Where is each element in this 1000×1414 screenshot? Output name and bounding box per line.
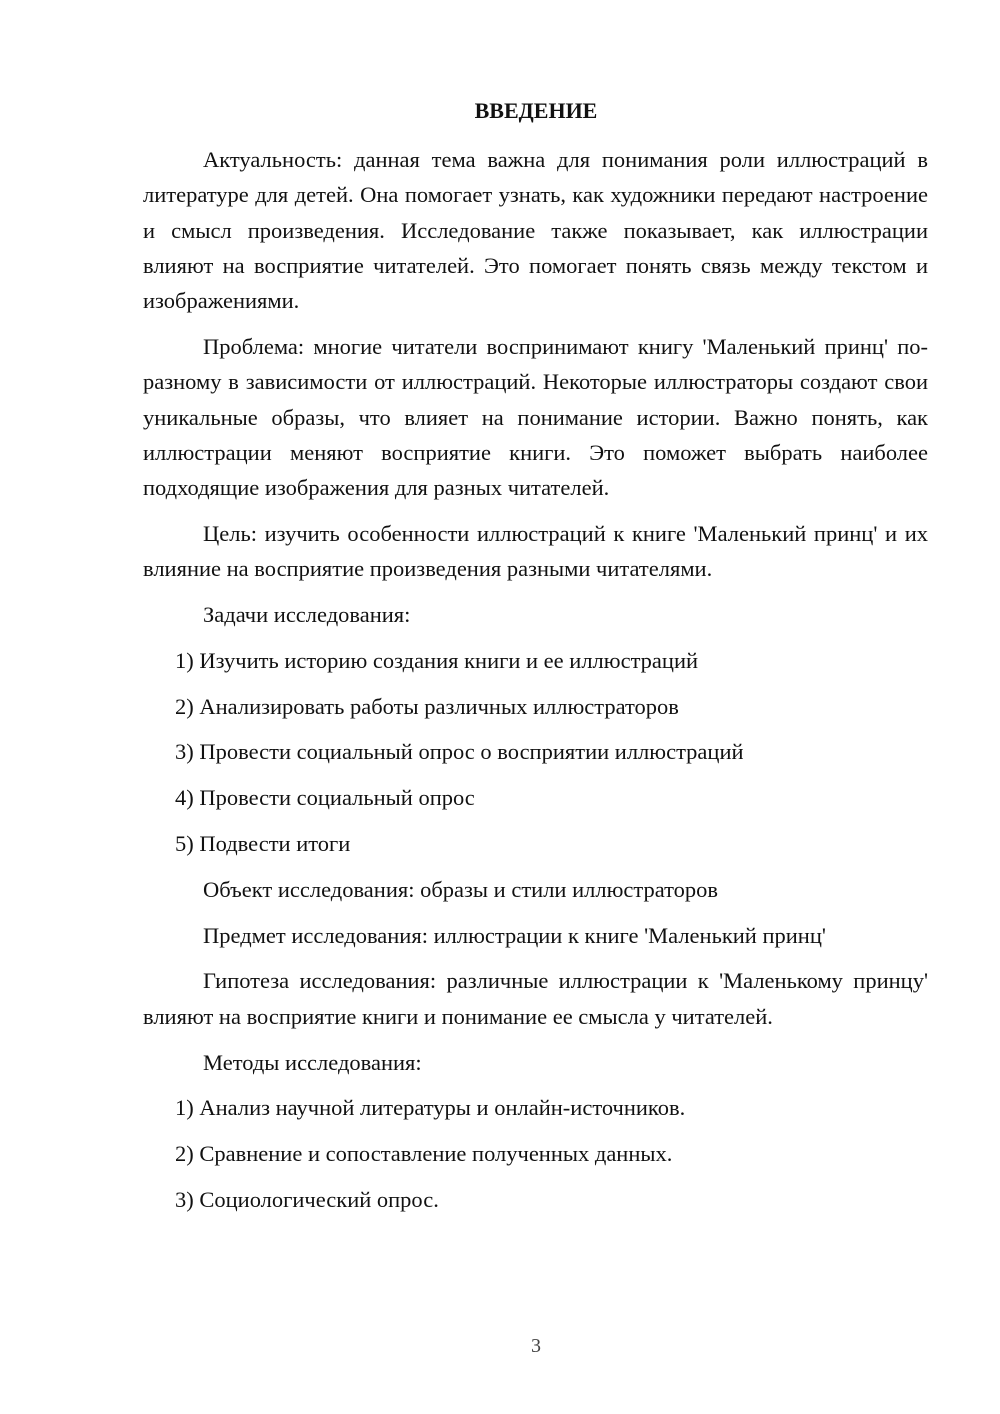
list-item: 3) Социологический опрос. xyxy=(175,1186,439,1212)
tasks-list xyxy=(143,643,928,861)
page-body xyxy=(143,142,928,1228)
problem-paragraph: Проблема: многие читатели воспринимают книгу 'Маленький принц' по-разному в зависимости от иллюстраций. Некоторые иллюстраторы создают свои уникальные образы, что влияет на понимание истории. Важно понять, как иллюстрации меняют восприятие книги. Это поможет выбрать наиболее подходящие изображения для разных читателей. xyxy=(143,333,928,501)
subject-paragraph: Предмет исследования: иллюстрации к книге 'Маленький принц' xyxy=(203,922,826,948)
methods-heading: Методы исследования: xyxy=(203,1049,422,1075)
page-number: 3 xyxy=(531,1335,541,1357)
list-item: 4) Провести социальный опрос xyxy=(175,785,475,811)
list-item: 1) Анализ научной литературы и онлайн-источников. xyxy=(175,1095,686,1121)
list-item: 3) Провести социальный опрос о восприятии иллюстраций xyxy=(175,739,744,765)
hypothesis-paragraph: Гипотеза исследования: различные иллюстрации к 'Маленькому принцу' влияют на восприятие книги и понимание ее смысла у читателей. xyxy=(143,968,928,1029)
list-item: 1) Изучить историю создания книги и ее иллюстраций xyxy=(175,647,699,673)
methods-list xyxy=(143,1090,928,1217)
list-item: 5) Подвести итоги xyxy=(175,831,351,857)
tasks-heading: Задачи исследования: xyxy=(203,602,411,628)
relevance-paragraph: Актуальность: данная тема важна для понимания роли иллюстраций в литературе для детей. Она помогает узнать, как художники передают настроение и смысл произведения. Исследование также показывает, как иллюстрации влияют на восприятие читателей. Это помогает понять связь между текстом и изображениями. xyxy=(143,147,928,314)
page-title: ВВЕДЕНИЕ xyxy=(474,98,598,123)
goal-paragraph: Цель: изучить особенности иллюстраций к книге 'Маленький принц' и их влияние на восприятие произведения разными читателями. xyxy=(143,520,928,582)
object-paragraph: Объект исследования: образы и стили иллюстраторов xyxy=(203,876,719,902)
list-item: 2) Сравнение и сопоставление полученных данных. xyxy=(175,1141,673,1167)
list-item: 2) Анализировать работы различных иллюстраторов xyxy=(175,693,679,719)
